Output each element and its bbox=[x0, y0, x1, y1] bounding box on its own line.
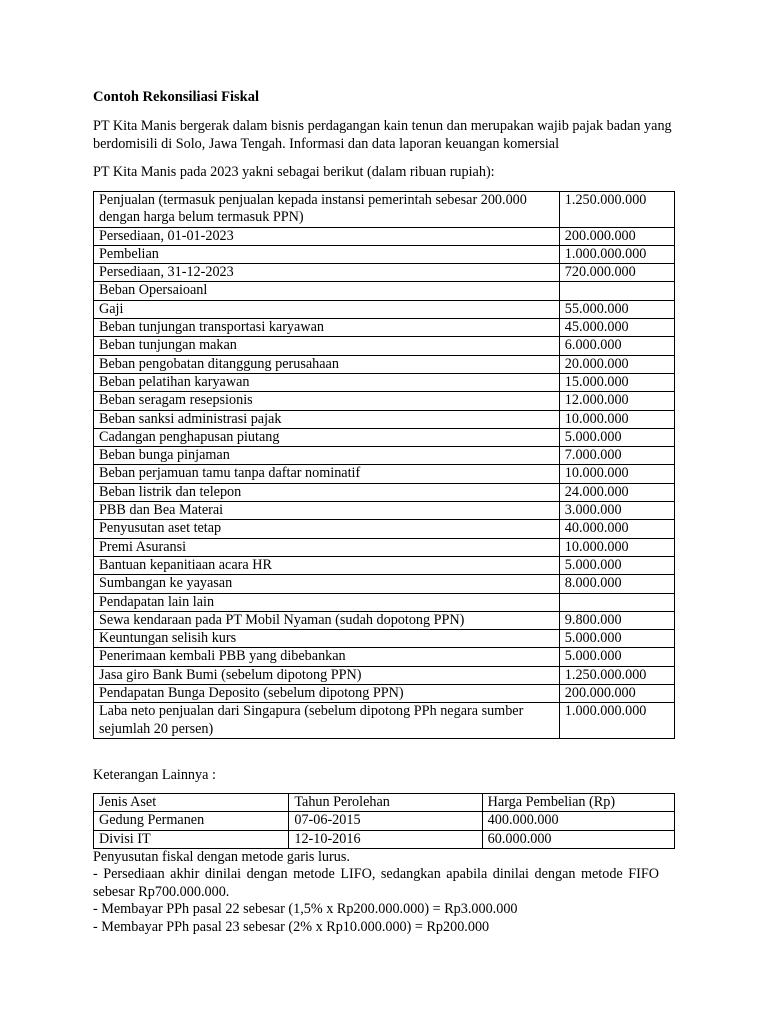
table-row bbox=[94, 300, 675, 318]
item-cell: Gaji bbox=[94, 300, 560, 318]
item-cell: Pendapatan Bunga Deposito (sebelum dipotong PPN) bbox=[94, 685, 560, 703]
item-cell: Beban Opersaioanl bbox=[94, 282, 560, 300]
amount-cell: 5.000.000 bbox=[559, 428, 674, 446]
table-row bbox=[94, 282, 675, 300]
table-row bbox=[94, 245, 675, 263]
item-cell: Persediaan, 31-12-2023 bbox=[94, 264, 560, 282]
table-row bbox=[94, 192, 675, 228]
amount-cell: 45.000.000 bbox=[559, 319, 674, 337]
item-cell: Premi Asuransi bbox=[94, 538, 560, 556]
table-row bbox=[94, 319, 675, 337]
amount-cell: 3.000.000 bbox=[559, 502, 674, 520]
table-row bbox=[94, 648, 675, 666]
table-row bbox=[94, 465, 675, 483]
financial-data-table bbox=[93, 191, 675, 739]
asset-header-cell: Harga Pembelian (Rp) bbox=[482, 793, 674, 811]
asset-price-cell: 400.000.000 bbox=[482, 812, 674, 830]
notes-section bbox=[93, 849, 675, 937]
asset-price-cell: 60.000.000 bbox=[482, 830, 674, 848]
item-cell: Keuntungan selisih kurs bbox=[94, 630, 560, 648]
asset-header-cell: Tahun Perolehan bbox=[289, 793, 482, 811]
amount-cell: 200.000.000 bbox=[559, 685, 674, 703]
amount-cell: 55.000.000 bbox=[559, 300, 674, 318]
item-cell: Laba neto penjualan dari Singapura (sebelum dipotong PPh negara sumber sejumlah 20 persen) bbox=[94, 703, 560, 739]
amount-cell: 12.000.000 bbox=[559, 392, 674, 410]
amount-cell: 200.000.000 bbox=[559, 227, 674, 245]
asset-type-cell: Divisi IT bbox=[94, 830, 289, 848]
item-cell: Persediaan, 01-01-2023 bbox=[94, 227, 560, 245]
item-cell: Beban seragam resepsionis bbox=[94, 392, 560, 410]
asset-header-cell: Jenis Aset bbox=[94, 793, 289, 811]
table-row bbox=[94, 703, 675, 739]
table-row bbox=[94, 556, 675, 574]
amount-cell: 6.000.000 bbox=[559, 337, 674, 355]
amount-cell: 20.000.000 bbox=[559, 355, 674, 373]
table-row bbox=[94, 520, 675, 538]
item-cell: Bantuan kepanitiaan acara HR bbox=[94, 556, 560, 574]
table-row bbox=[94, 830, 675, 848]
table-row bbox=[94, 428, 675, 446]
intro-paragraph-2: PT Kita Manis pada 2023 yakni sebagai berikut (dalam ribuan rupiah): bbox=[93, 164, 495, 180]
item-cell: Beban sanksi administrasi pajak bbox=[94, 410, 560, 428]
asset-year-cell: 12-10-2016 bbox=[289, 830, 482, 848]
item-cell: Beban bunga pinjaman bbox=[94, 447, 560, 465]
table-row bbox=[94, 392, 675, 410]
item-cell: Penerimaan kembali PBB yang dibebankan bbox=[94, 648, 560, 666]
amount-cell: 5.000.000 bbox=[559, 556, 674, 574]
amount-cell bbox=[559, 282, 674, 300]
asset-table bbox=[93, 793, 675, 849]
table-row bbox=[94, 227, 675, 245]
amount-cell: 40.000.000 bbox=[559, 520, 674, 538]
table-row bbox=[94, 483, 675, 501]
amount-cell: 1.250.000.000 bbox=[559, 666, 674, 684]
item-cell: Sewa kendaraan pada PT Mobil Nyaman (sudah dopotong PPN) bbox=[94, 611, 560, 629]
amount-cell: 10.000.000 bbox=[559, 538, 674, 556]
amount-cell: 10.000.000 bbox=[559, 410, 674, 428]
amount-cell: 9.800.000 bbox=[559, 611, 674, 629]
table-row bbox=[94, 337, 675, 355]
item-cell: PBB dan Bea Materai bbox=[94, 502, 560, 520]
item-cell: Beban tunjungan transportasi karyawan bbox=[94, 319, 560, 337]
note-inventory: - Persediaan akhir dinilai dengan metode LIFO, sedangkan apabila dinilai dengan metode FIFO sebesar Rp700.000.000. bbox=[93, 866, 659, 900]
item-cell: Sumbangan ke yayasan bbox=[94, 575, 560, 593]
table-row bbox=[94, 575, 675, 593]
table-row bbox=[94, 666, 675, 684]
keterangan-label: Keterangan Lainnya : bbox=[93, 766, 216, 783]
table-row bbox=[94, 410, 675, 428]
amount-cell: 10.000.000 bbox=[559, 465, 674, 483]
note-pph23: - Membayar PPh pasal 23 sebesar (2% x Rp10.000.000) = Rp200.000 bbox=[93, 918, 490, 935]
item-cell: Beban tunjungan makan bbox=[94, 337, 560, 355]
asset-type-cell: Gedung Permanen bbox=[94, 812, 289, 830]
table-row bbox=[94, 264, 675, 282]
table-row bbox=[94, 502, 675, 520]
item-cell: Penjualan (termasuk penjualan kepada instansi pemerintah sebesar 200.000 dengan harga belum termasuk PPN) bbox=[94, 192, 560, 228]
table-row bbox=[94, 685, 675, 703]
item-cell: Pendapatan lain lain bbox=[94, 593, 560, 611]
amount-cell: 1.000.000.000 bbox=[559, 245, 674, 263]
item-cell: Pembelian bbox=[94, 245, 560, 263]
item-cell: Cadangan penghapusan piutang bbox=[94, 428, 560, 446]
table-row bbox=[94, 373, 675, 391]
item-cell: Jasa giro Bank Bumi (sebelum dipotong PPN) bbox=[94, 666, 560, 684]
table-row bbox=[94, 538, 675, 556]
amount-cell: 5.000.000 bbox=[559, 648, 674, 666]
table-row bbox=[94, 447, 675, 465]
item-cell: Beban pengobatan ditanggung perusahaan bbox=[94, 355, 560, 373]
item-cell: Beban perjamuan tamu tanpa daftar nominatif bbox=[94, 465, 560, 483]
table-row bbox=[94, 611, 675, 629]
amount-cell: 1.250.000.000 bbox=[559, 192, 674, 228]
asset-table-header bbox=[94, 793, 675, 811]
amount-cell: 15.000.000 bbox=[559, 373, 674, 391]
document-title: Contoh Rekonsiliasi Fiskal bbox=[93, 89, 259, 105]
item-cell: Beban pelatihan karyawan bbox=[94, 373, 560, 391]
amount-cell: 720.000.000 bbox=[559, 264, 674, 282]
amount-cell: 24.000.000 bbox=[559, 483, 674, 501]
table-row bbox=[94, 812, 675, 830]
note-depreciation: Penyusutan fiskal dengan metode garis lurus. bbox=[93, 848, 350, 865]
item-cell: Penyusutan aset tetap bbox=[94, 520, 560, 538]
note-pph22: - Membayar PPh pasal 22 sebesar (1,5% x Rp200.000.000) = Rp3.000.000 bbox=[93, 901, 518, 918]
asset-year-cell: 07-06-2015 bbox=[289, 812, 482, 830]
table-row bbox=[94, 593, 675, 611]
table-row bbox=[94, 355, 675, 373]
table-row bbox=[94, 630, 675, 648]
amount-cell: 5.000.000 bbox=[559, 630, 674, 648]
intro-paragraph: PT Kita Manis bergerak dalam bisnis perdagangan kain tenun dan merupakan wajib pajak badan yang berdomisili di Solo, Jawa Tengah. Informasi dan data laporan keuangan komersial bbox=[93, 118, 672, 152]
item-cell: Beban listrik dan telepon bbox=[94, 483, 560, 501]
document-page bbox=[93, 88, 675, 936]
amount-cell: 1.000.000.000 bbox=[559, 703, 674, 739]
amount-cell bbox=[559, 593, 674, 611]
amount-cell: 7.000.000 bbox=[559, 447, 674, 465]
amount-cell: 8.000.000 bbox=[559, 575, 674, 593]
